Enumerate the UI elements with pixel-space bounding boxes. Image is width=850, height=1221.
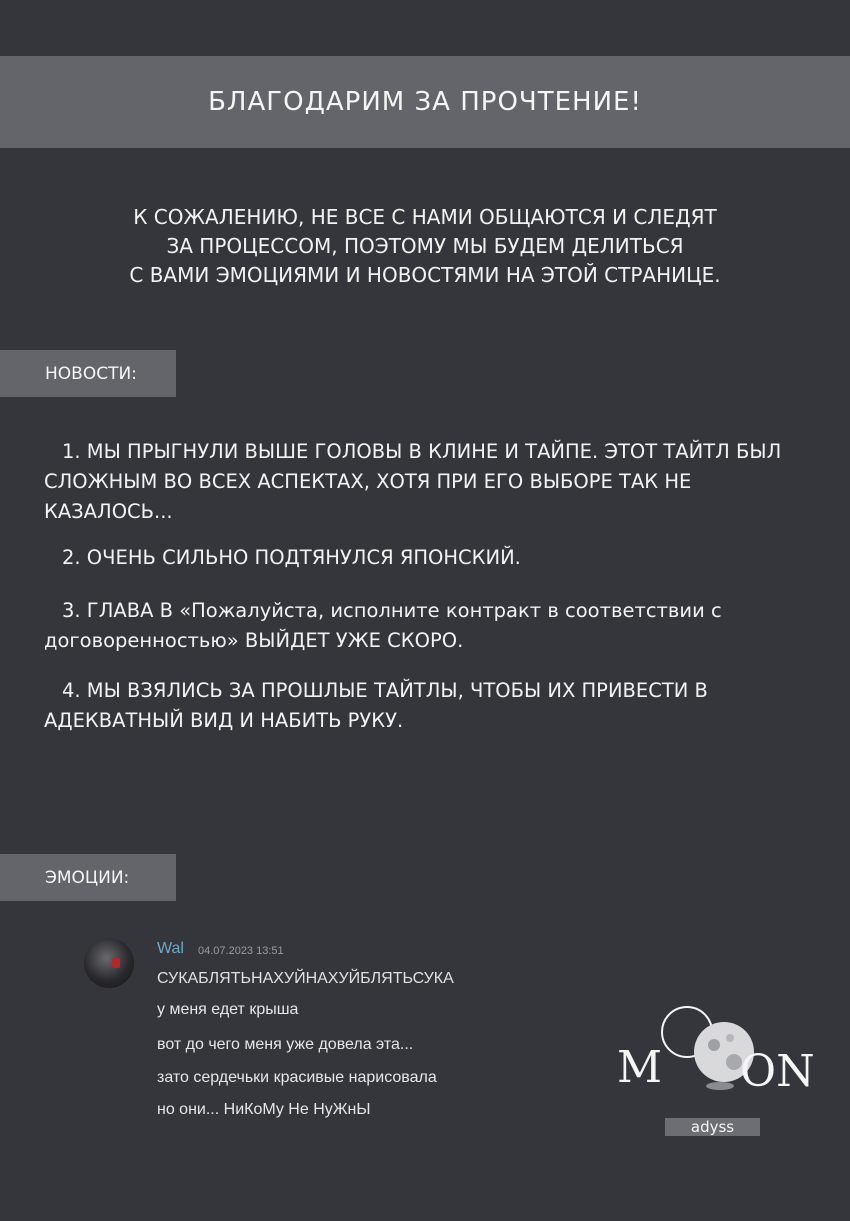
page-title: БЛАГОДАРИМ ЗА ПРОЧТЕНИЕ! — [208, 87, 642, 117]
chat-timestamp: 04.07.2023 13:51 — [198, 945, 284, 957]
chat-message: у меня едет крыша — [157, 1001, 299, 1018]
news-item-4: 4. МЫ ВЗЯЛИСЬ ЗА ПРОШЛЫЕ ТАЙТЛЫ, ЧТОБЫ ИХ ПРИВЕСТИ В АДЕКВАТНЫЙ ВИД И НАБИТЬ РУКУ. — [44, 679, 708, 732]
news-label: НОВОСТИ: — [0, 350, 176, 397]
intro-line: ЗА ПРОЦЕССОМ, ПОЭТОМУ МЫ БУДЕМ ДЕЛИТЬСЯ — [166, 234, 684, 258]
news-item-3-prefix: 3. ГЛАВА В — [62, 599, 180, 622]
intro-line: С ВАМИ ЭМОЦИЯМИ И НОВОСТЯМИ НА ЭТОЙ СТРАНИЦЕ. — [129, 263, 721, 287]
news-item-3-title: «Пожалуйста, исполните контракт в соответствии с договоренностью» — [44, 599, 722, 652]
moon-adyss-logo — [612, 990, 815, 1150]
emotions-label: ЭМОЦИИ: — [0, 854, 176, 901]
avatar — [84, 938, 134, 988]
intro-line: К СОЖАЛЕНИЮ, НЕ ВСЕ С НАМИ ОБЩАЮТСЯ И СЛЕДЯТ — [133, 205, 717, 229]
moon-logo-icon — [612, 990, 815, 1120]
logo-letter-m: M — [617, 1042, 663, 1093]
intro-text — [60, 203, 790, 290]
chat-username: Wal — [157, 940, 184, 957]
top-strip — [0, 0, 850, 56]
avatar-detail — [112, 958, 120, 968]
chat-message: вот до чего меня уже довела эта... — [157, 1036, 414, 1053]
news-item-1: 1. МЫ ПРЫГНУЛИ ВЫШЕ ГОЛОВЫ В КЛИНЕ И ТАЙПЕ. ЭТОТ ТАЙТЛ БЫЛ СЛОЖНЫМ ВО ВСЕХ АСПЕКТАХ, ХОТЯ ПРИ ЕГО ВЫБОРЕ ТАК НЕ КАЗАЛОСЬ... — [44, 440, 782, 523]
title-banner — [0, 56, 850, 148]
logo-tag: adyss — [665, 1118, 760, 1136]
chat-message: но они... НиКоМу Не НуЖнЫ — [157, 1101, 371, 1118]
news-item-3-suffix: ВЫЙДЕТ УЖЕ СКОРО. — [238, 629, 464, 652]
news-item-3 — [44, 596, 804, 656]
logo-letters-on: ON — [740, 1046, 815, 1097]
chat-message-cut: СУКАБЛЯТЬНАХУЙНАХУЙБЛЯТЬСУКА — [157, 970, 454, 987]
chat-message: зато сердечьки красивые нарисовала — [157, 1069, 437, 1086]
news-item-2: 2. ОЧЕНЬ СИЛЬНО ПОДТЯНУЛСЯ ЯПОНСКИЙ. — [62, 546, 521, 569]
